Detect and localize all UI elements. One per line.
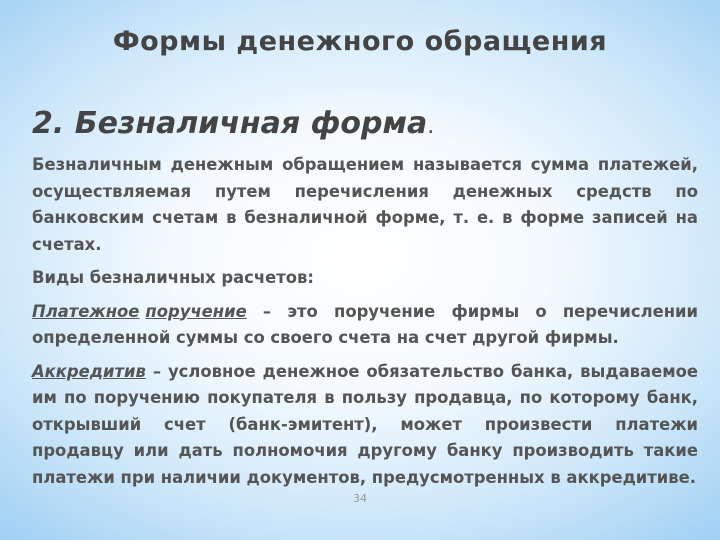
payment-order-term-part1: Платежное [32, 301, 140, 321]
section-heading-text: 2. Безналичная форма [32, 106, 428, 141]
letter-of-credit-paragraph [32, 359, 698, 492]
payment-order-term-part2: поручение [145, 301, 247, 321]
letter-of-credit-term: Аккредитив [32, 361, 146, 381]
payment-order-paragraph [32, 299, 698, 352]
types-label: Виды безналичных расчетов: [32, 268, 314, 287]
section-heading-dot: . [427, 114, 435, 139]
section-heading [32, 106, 434, 141]
letter-of-credit-text: – условное денежное обязательство банка, выдаваемое им по поручению покупателя в пользу продавца, по которому банк, открывший счет (банк-эмитент), может произвести платежи продавцу или дать полномочия другому банку производить такие платежи при наличии документов, предусмотренных в аккредитиве. [32, 361, 698, 487]
slide-content [32, 152, 698, 498]
slide-title: Формы денежного обращения [112, 26, 608, 57]
definition-paragraph: Безналичным денежным обращением называется сумма платежей, осуществляемая путем перечисления денежных средств по банковским счетам в безналичной форме, т. е. в форме записей на счетах. [32, 155, 698, 254]
page-number: 34 [353, 492, 367, 505]
payment-order-text: – это поручение фирмы о перечислении определенной суммы со своего счета на счет другой фирмы. [32, 301, 698, 347]
